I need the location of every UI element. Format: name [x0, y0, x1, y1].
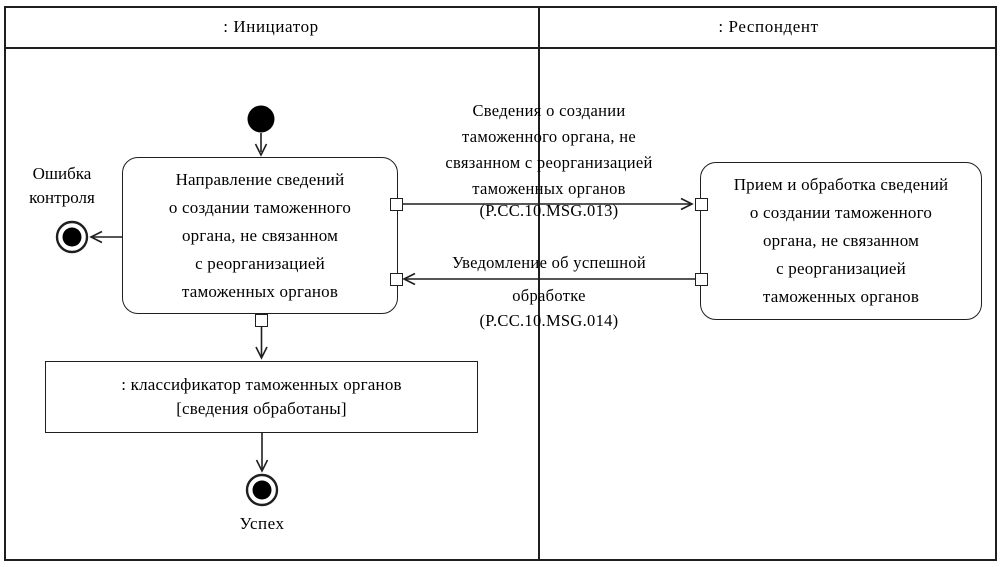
message-text-line: Уведомление об успешной	[451, 253, 647, 272]
object-node-classifier	[45, 361, 478, 433]
action-text-line: органа, не связанном	[181, 225, 339, 245]
lane-header-respondent-label: : Респондент	[718, 16, 819, 36]
lane-header-respondent	[540, 6, 997, 47]
pin-msg014-out	[695, 273, 708, 286]
success-label-text: Успех	[239, 514, 285, 533]
action-text-line: о создании таможенного	[749, 203, 933, 222]
pin-msg013-in	[695, 198, 708, 211]
lane-header-initiator	[4, 6, 538, 47]
action-text-line: Прием и обработка сведений	[733, 175, 949, 194]
action-text-line: о создании таможенного	[168, 197, 352, 217]
object-node-title: : классификатор таможенных органов	[121, 375, 402, 394]
message-label-msg014	[409, 250, 689, 276]
message-code-text: (P.CC.10.MSG.013)	[479, 201, 619, 220]
message-text-line: Сведения о создании	[472, 101, 626, 120]
object-node-state: [сведения обработаны]	[176, 399, 347, 418]
message-text-line: таможенных органов	[472, 179, 626, 198]
message-code-text: (P.CC.10.MSG.014)	[479, 311, 619, 330]
success-final-node-label	[212, 514, 312, 534]
lane-header-initiator-label: : Инициатор	[223, 16, 319, 36]
error-final-node-label	[10, 162, 114, 210]
message-code-msg013	[409, 198, 689, 224]
error-label-line: Ошибка	[32, 164, 92, 183]
header-separator-line	[4, 47, 997, 49]
pin-msg014-in	[390, 273, 403, 286]
pin-object-out	[255, 314, 268, 327]
action-text-line: таможенных органов	[762, 287, 920, 306]
message-text-line: связанном с реорганизацией	[445, 153, 653, 172]
pin-msg013-out	[390, 198, 403, 211]
action-node-receive-process	[700, 162, 982, 320]
action-text-line: таможенных органов	[181, 281, 339, 301]
message-label-msg013	[409, 98, 689, 202]
message-text-line: таможенного органа, не	[462, 127, 636, 146]
action-text-line: органа, не связанном	[762, 231, 920, 250]
error-label-line: контроля	[29, 188, 95, 207]
action-text-line: с реорганизацией	[776, 259, 906, 278]
action-text-line: Направление сведений	[175, 169, 345, 189]
action-text-line: с реорганизацией	[195, 253, 325, 273]
action-node-send-info	[122, 157, 398, 314]
message-label-msg014-below	[409, 283, 689, 333]
message-text-line: обработке	[512, 286, 586, 305]
